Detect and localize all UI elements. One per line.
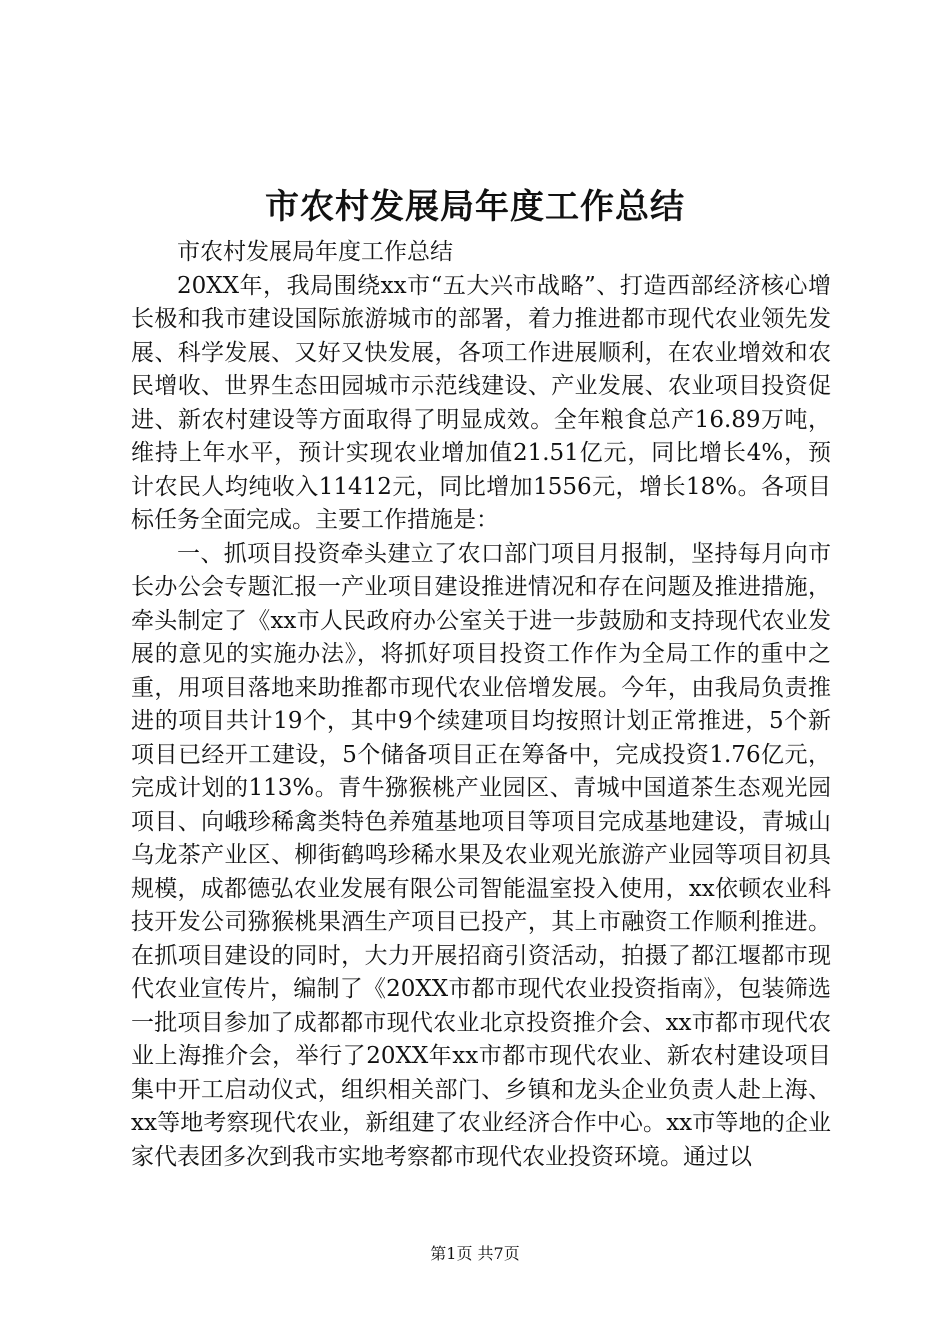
- document-body: [131, 236, 831, 1174]
- page-number-footer: 第1页 共7页: [430, 1244, 520, 1263]
- summary-paragraph: 20XX年，我局围绕xx市“五大兴市战略”、打造西部经济核心增长极和我市建设国际旅游城市的部署，着力推进都市现代农业领先发展、科学发展、又好又快发展，各项工作进展顺利，在农业增效和农民增收、世界生态田园城市示范线建设、产业发展、农业项目投资促进、新农村建设等方面取得了明显成效。全年粮食总产16.89万吨，维持上年水平，预计实现农业增加值21.51亿元，同比增长4%，预计农民人均纯收入11412元，同比增加1556元，增长18%。各项目标任务全面完成。主要工作措施是：: [131, 272, 831, 533]
- project-investment-paragraph: 一、抓项目投资牵头建立了农口部门项目月报制，坚持每月向市长办公会专题汇报一产业项目建设推进情况和存在问题及推进措施，牵头制定了《xx市人民政府办公室关于进一步鼓励和支持现代农业发展的意见的实施办法》，将抓好项目投资工作作为全局工作的重中之重，用项目落地来助推都市现代农业倍增发展。今年，由我局负责推进的项目共计19个，其中9个续建项目均按照计划正常推进，5个新项目已经开工建设，5个储备项目正在筹备中，完成投资1.76亿元，完成计划的113%。青牛猕猴桃产业园区、青城中国道茶生态观光园项目、向峨珍稀禽类特色养殖基地项目等项目完成基地建设，青城山乌龙茶产业区、柳街鹤鸣珍稀水果及农业观光旅游产业园等项目初具规模，成都德弘农业发展有限公司智能温室投入使用，xx依顿农业科技开发公司猕猴桃果酒生产项目已投产，其上市融资工作顺利推进。在抓项目建设的同时，大力开展招商引资活动，拍摄了都江堰都市现代农业宣传片，编制了《20XX市都市现代农业投资指南》，包装筛选一批项目参加了成都都市现代农业北京投资推介会、xx市都市现代农业上海推介会，举行了20XX年xx市都市现代农业、新农村建设项目集中开工启动仪式，组织相关部门、乡镇和龙头企业负责人赴上海、xx等地考察现代农业，新组建了农业经济合作中心。xx市等地的企业家代表团多次到我市实地考察都市现代农业投资环境。通过以: [131, 540, 831, 1170]
- subtitle-paragraph: 市农村发展局年度工作总结: [177, 239, 453, 265]
- document-title: 市农村发展局年度工作总结: [265, 187, 685, 227]
